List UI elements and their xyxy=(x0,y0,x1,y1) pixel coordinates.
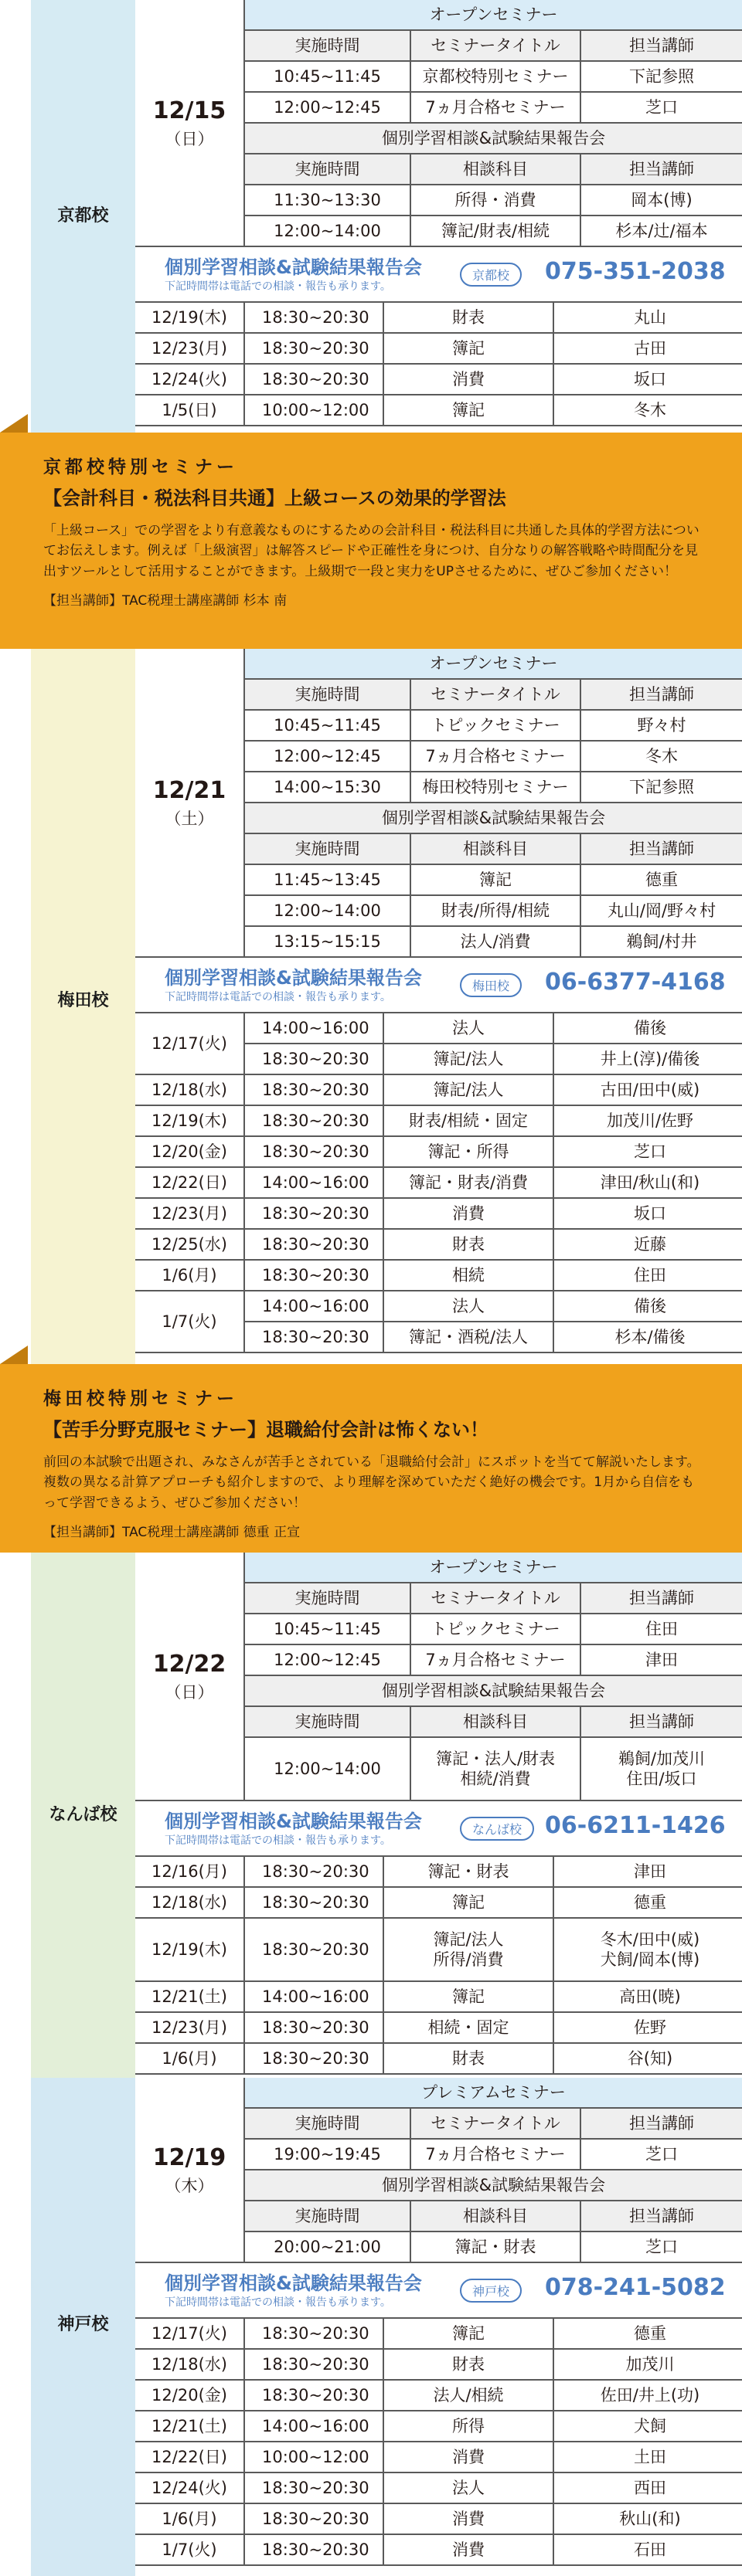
cal-subject: 簿記/法人 所得/消費 xyxy=(383,1919,553,1982)
cal-time: 18:30~20:30 xyxy=(243,1199,383,1230)
phone-consult-bar xyxy=(135,2263,742,2319)
cal-subject: 財表/相続・固定 xyxy=(383,1106,553,1137)
cal-date: 12/18(水) xyxy=(135,2350,243,2381)
school-column xyxy=(0,0,135,433)
phone-consult-bar xyxy=(135,958,742,1013)
cell-title: 京都校特別セミナー xyxy=(410,62,580,93)
column-header: 実施時間 xyxy=(243,2201,410,2232)
cell-teacher: 杉本/辻/福本 xyxy=(580,216,742,247)
school-badge: 神戸校 xyxy=(460,2279,522,2303)
phone-consult-bar xyxy=(135,1801,742,1857)
special-body: 前回の本試験で出題され、みなさんが苦手とされている「退職給付会計」にスポットを当てて解説いたします。複数の異なる計算アプローチも紹介しますので、より理解を深めていただく絶好の機会です。1月から自信をもって学習できるよう、ぜひご参加ください！ xyxy=(43,1454,700,1511)
column-header: 実施時間 xyxy=(243,680,410,711)
cal-subject: 財表 xyxy=(383,2044,553,2075)
cell-teacher: 鵜飼/加茂川 住田/坂口 xyxy=(580,1738,742,1801)
consult-banner: 個別学習相談&試験結果報告会 xyxy=(243,124,742,154)
column-header: 相談科目 xyxy=(410,834,580,865)
cal-teacher: 德重 xyxy=(553,1888,742,1919)
cell-teacher: 下記参照 xyxy=(580,772,742,803)
kyoto-schedule-grid xyxy=(135,0,742,247)
cell-time: 13:15~15:15 xyxy=(243,927,410,958)
cal-teacher: 丸山 xyxy=(553,303,742,334)
cell-time: 10:45~11:45 xyxy=(243,62,410,93)
cal-teacher: 古田/田中(威) xyxy=(553,1075,742,1106)
cal-date: 1/6(月) xyxy=(135,2504,243,2535)
phone-consult-note: 下記時間帯は電話での相談・報告も承ります。 xyxy=(165,991,391,1003)
cal-teacher: 井上(淳)/備後 xyxy=(553,1044,742,1075)
cal-subject: 消費 xyxy=(383,2442,553,2473)
cal-time: 18:30~20:30 xyxy=(243,2044,383,2075)
column-header: 担当講師 xyxy=(580,154,742,185)
cal-date: 12/19(木) xyxy=(135,1106,243,1137)
cal-date: 12/20(金) xyxy=(135,2381,243,2411)
event-date xyxy=(135,2078,243,2263)
cal-date: 12/16(月) xyxy=(135,1857,243,1888)
cal-subject: 簿記/法人 xyxy=(383,1075,553,1106)
cal-date: 12/23(月) xyxy=(135,2013,243,2044)
kobe-section xyxy=(0,2078,742,2576)
cal-subject: 消費 xyxy=(383,1199,553,1230)
cal-teacher: 冬木 xyxy=(553,395,742,426)
cal-subject: 簿記 xyxy=(383,1982,553,2013)
consult-banner: 個別学習相談&試験結果報告会 xyxy=(243,803,742,834)
cell-title: トピックセミナー xyxy=(410,1614,580,1645)
special-title: 【苦手分野克服セミナー】退職給付会計は怖くない！ xyxy=(43,1419,488,1441)
column-header: 実施時間 xyxy=(243,834,410,865)
kobe-schedule-grid xyxy=(135,2078,742,2263)
cal-teacher: 加茂川 xyxy=(553,2350,742,2381)
cal-time: 18:30~20:30 xyxy=(243,2504,383,2535)
cal-teacher: 德重 xyxy=(553,2319,742,2350)
cal-subject: 消費 xyxy=(383,2535,553,2566)
kyoto-main xyxy=(135,0,742,433)
school-badge: 梅田校 xyxy=(460,973,522,997)
column-header: 実施時間 xyxy=(243,1583,410,1614)
school-column xyxy=(0,2078,135,2576)
cal-date: 12/22(日) xyxy=(135,1168,243,1199)
special-body: 「上級コース」での学習をより有意義なものにするための会計科目・税法科目に共通した具体的学習方法についてお伝えします。例えば「上級演習」は解答スピードや正確性を身につけ、自分なりの解答戦略や時間配分を見出すツールとして活用することができます。上級期で一段と実力をUPさせるために、ぜひご参加ください！ xyxy=(43,523,699,579)
column-header: 相談科目 xyxy=(410,154,580,185)
school-badge: なんば校 xyxy=(460,1817,534,1841)
cal-subject: 簿記/法人 xyxy=(383,1044,553,1075)
column-header: セミナータイトル xyxy=(410,1583,580,1614)
column-header: セミナータイトル xyxy=(410,680,580,711)
cell-title: 7ヵ月合格セミナー xyxy=(410,2140,580,2170)
kobe-calendar xyxy=(135,2319,742,2566)
cal-teacher: 備後 xyxy=(553,1291,742,1322)
special-label: 梅田校特別セミナー xyxy=(43,1389,238,1409)
cell-teacher: 津田 xyxy=(580,1645,742,1676)
cal-time: 18:30~20:30 xyxy=(243,2381,383,2411)
cal-subject: 相続 xyxy=(383,1261,553,1291)
cal-time: 18:30~20:30 xyxy=(243,1106,383,1137)
cell-time: 12:00~14:00 xyxy=(243,216,410,247)
cal-date: 12/20(金) xyxy=(135,1137,243,1168)
cal-time: 18:30~20:30 xyxy=(243,2013,383,2044)
phone-consult-title: 個別学習相談&試験結果報告会 xyxy=(165,2272,422,2294)
column-header: 担当講師 xyxy=(580,31,742,62)
cal-subject: 簿記・財表 xyxy=(383,1857,553,1888)
namba-schedule-grid xyxy=(135,1553,742,1801)
cal-time: 18:30~20:30 xyxy=(243,2535,383,2566)
column-header: 実施時間 xyxy=(243,154,410,185)
phone-consult-title: 個別学習相談&試験結果報告会 xyxy=(165,967,422,989)
cell-time: 12:00~14:00 xyxy=(243,896,410,927)
umeda-section xyxy=(0,649,742,1364)
consult-banner: 個別学習相談&試験結果報告会 xyxy=(243,1676,742,1707)
cell-time: 12:00~12:45 xyxy=(243,1645,410,1676)
cal-time: 14:00~16:00 xyxy=(243,1982,383,2013)
school-name: 梅田校 xyxy=(57,991,109,1010)
school-name: なんば校 xyxy=(49,1805,117,1824)
cal-date: 1/6(月) xyxy=(135,2044,243,2075)
cell-teacher: 丸山/岡/野々村 xyxy=(580,896,742,927)
cal-time: 10:00~12:00 xyxy=(243,2442,383,2473)
namba-section xyxy=(0,1553,742,2078)
seminar-banner: オープンセミナー xyxy=(243,649,742,680)
seminar-banner: プレミアムセミナー xyxy=(243,2078,742,2109)
cal-subject: 消費 xyxy=(383,365,553,395)
umeda-main xyxy=(135,649,742,1364)
cal-subject: 簿記 xyxy=(383,395,553,426)
cal-time: 18:30~20:30 xyxy=(243,2473,383,2504)
school-badge: 京都校 xyxy=(460,263,522,287)
cal-time: 18:30~20:30 xyxy=(243,1888,383,1919)
cell-subject: 簿記/財表/相続 xyxy=(410,216,580,247)
event-date xyxy=(135,1553,243,1801)
cell-title: 7ヵ月合格セミナー xyxy=(410,93,580,124)
cal-time: 18:30~20:30 xyxy=(243,1137,383,1168)
cal-date: 12/19(木) xyxy=(135,303,243,334)
cal-date: 12/24(火) xyxy=(135,365,243,395)
cell-time: 10:45~11:45 xyxy=(243,711,410,742)
cal-date: 12/22(日) xyxy=(135,2442,243,2473)
cell-time: 12:00~12:45 xyxy=(243,742,410,772)
cal-time: 18:30~20:30 xyxy=(243,2350,383,2381)
cal-date: 12/17(火) xyxy=(135,2319,243,2350)
cell-time: 12:00~12:45 xyxy=(243,93,410,124)
phone-consult-title: 個別学習相談&試験結果報告会 xyxy=(165,256,422,278)
cal-teacher: 近藤 xyxy=(553,1230,742,1261)
cal-time: 14:00~16:00 xyxy=(243,1013,383,1044)
cal-time: 14:00~16:00 xyxy=(243,1168,383,1199)
cal-subject: 財表 xyxy=(383,1230,553,1261)
school-column xyxy=(0,1553,135,2078)
event-date-number: 12/19 xyxy=(152,2144,226,2172)
phone-consult-note: 下記時間帯は電話での相談・報告も承ります。 xyxy=(165,2296,391,2309)
cal-time: 18:30~20:30 xyxy=(243,1857,383,1888)
cell-title: 7ヵ月合格セミナー xyxy=(410,1645,580,1676)
phone-number[interactable]: 078-241-5082 xyxy=(545,2274,726,2301)
cal-date: 12/17(火) xyxy=(135,1013,243,1075)
special-title: 【会計科目・税法科目共通】上級コースの効果的学習法 xyxy=(43,487,506,509)
event-date-day: （土） xyxy=(165,809,214,828)
phone-number[interactable]: 06-6211-1426 xyxy=(545,1812,726,1839)
fold-triangle xyxy=(0,1346,28,1364)
cal-time: 18:30~20:30 xyxy=(243,1322,383,1353)
cal-subject: 簿記・財表/消費 xyxy=(383,1168,553,1199)
cal-teacher: 石田 xyxy=(553,2535,742,2566)
column-header: 実施時間 xyxy=(243,31,410,62)
cal-subject: 簿記 xyxy=(383,334,553,365)
cal-date: 12/23(月) xyxy=(135,1199,243,1230)
phone-number[interactable]: 06-6377-4168 xyxy=(545,969,726,996)
cal-date: 12/24(火) xyxy=(135,2473,243,2504)
event-date-number: 12/15 xyxy=(152,97,226,125)
cal-teacher: 坂口 xyxy=(553,365,742,395)
kyoto-calendar xyxy=(135,303,742,426)
cal-teacher: 犬飼 xyxy=(553,2411,742,2442)
cal-teacher: 古田 xyxy=(553,334,742,365)
cal-teacher: 備後 xyxy=(553,1013,742,1044)
event-date-number: 12/22 xyxy=(152,1651,226,1678)
cell-subject: 簿記・財表 xyxy=(410,2232,580,2263)
cal-time: 18:30~20:30 xyxy=(243,365,383,395)
cell-time: 11:45~13:45 xyxy=(243,865,410,896)
cal-teacher: 津田 xyxy=(553,1857,742,1888)
cell-teacher: 德重 xyxy=(580,865,742,896)
event-date xyxy=(135,0,243,247)
fold-triangle xyxy=(0,414,28,433)
cell-teacher: 住田 xyxy=(580,1614,742,1645)
cell-teacher: 岡本(博) xyxy=(580,185,742,216)
cal-date: 1/6(月) xyxy=(135,1261,243,1291)
kyoto-special-seminar xyxy=(0,433,742,649)
namba-main xyxy=(135,1553,742,2078)
consult-banner: 個別学習相談&試験結果報告会 xyxy=(243,2170,742,2201)
event-date xyxy=(135,649,243,958)
seminar-banner: オープンセミナー xyxy=(243,0,742,31)
umeda-calendar xyxy=(135,1013,742,1353)
column-header: 実施時間 xyxy=(243,2109,410,2140)
umeda-schedule-grid xyxy=(135,649,742,958)
cal-time: 18:30~20:30 xyxy=(243,1044,383,1075)
kyoto-section xyxy=(0,0,742,433)
phone-number[interactable]: 075-351-2038 xyxy=(545,258,726,285)
cell-time: 19:00~19:45 xyxy=(243,2140,410,2170)
phone-consult-title: 個別学習相談&試験結果報告会 xyxy=(165,1811,422,1832)
cell-subject: 簿記・法人/財表 相続/消費 xyxy=(410,1738,580,1801)
cal-teacher: 冬木/田中(威) 犬飼/岡本(博) xyxy=(553,1919,742,1982)
column-header: 担当講師 xyxy=(580,2201,742,2232)
cell-teacher: 鵜飼/村井 xyxy=(580,927,742,958)
cell-teacher: 野々村 xyxy=(580,711,742,742)
cal-subject: 所得 xyxy=(383,2411,553,2442)
cal-teacher: 土田 xyxy=(553,2442,742,2473)
cal-time: 18:30~20:30 xyxy=(243,334,383,365)
cal-subject: 相続・固定 xyxy=(383,2013,553,2044)
cal-teacher: 佐田/井上(功) xyxy=(553,2381,742,2411)
phone-consult-bar xyxy=(135,247,742,303)
cal-date: 12/21(土) xyxy=(135,1982,243,2013)
cal-teacher: 津田/秋山(和) xyxy=(553,1168,742,1199)
cal-date: 12/19(木) xyxy=(135,1919,243,1982)
cal-time: 18:30~20:30 xyxy=(243,1230,383,1261)
cal-subject: 簿記・酒税/法人 xyxy=(383,1322,553,1353)
kobe-main xyxy=(135,2078,742,2576)
cell-subject: 財表/所得/相続 xyxy=(410,896,580,927)
cal-time: 18:30~20:30 xyxy=(243,2319,383,2350)
cell-time: 12:00~14:00 xyxy=(243,1738,410,1801)
column-header: 担当講師 xyxy=(580,2109,742,2140)
event-date-day: （木） xyxy=(165,2176,214,2195)
cell-teacher: 芝口 xyxy=(580,93,742,124)
school-name: 京都校 xyxy=(57,206,109,226)
cal-time: 18:30~20:30 xyxy=(243,1075,383,1106)
event-date-number: 12/21 xyxy=(152,777,226,805)
column-header: 担当講師 xyxy=(580,1707,742,1738)
cal-date: 12/23(月) xyxy=(135,334,243,365)
column-header: 相談科目 xyxy=(410,2201,580,2232)
cal-teacher: 高田(暁) xyxy=(553,1982,742,2013)
cal-date: 12/18(水) xyxy=(135,1075,243,1106)
cell-subject: 所得・消費 xyxy=(410,185,580,216)
cal-subject: 法人/相続 xyxy=(383,2381,553,2411)
event-date-day: （日） xyxy=(165,1682,214,1702)
cell-teacher: 芝口 xyxy=(580,2232,742,2263)
cal-subject: 法人 xyxy=(383,1013,553,1044)
phone-consult-note: 下記時間帯は電話での相談・報告も承ります。 xyxy=(165,1834,391,1847)
cal-subject: 簿記 xyxy=(383,2319,553,2350)
cal-teacher: 住田 xyxy=(553,1261,742,1291)
cal-teacher: 杉本/備後 xyxy=(553,1322,742,1353)
cal-subject: 消費 xyxy=(383,2504,553,2535)
column-header: セミナータイトル xyxy=(410,2109,580,2140)
cal-time: 18:30~20:30 xyxy=(243,1261,383,1291)
cal-time: 10:00~12:00 xyxy=(243,395,383,426)
cell-subject: 法人/消費 xyxy=(410,927,580,958)
cell-time: 10:45~11:45 xyxy=(243,1614,410,1645)
special-label: 京都校特別セミナー xyxy=(43,457,238,477)
cal-teacher: 芝口 xyxy=(553,1137,742,1168)
cell-title: トピックセミナー xyxy=(410,711,580,742)
cal-time: 14:00~16:00 xyxy=(243,1291,383,1322)
cal-subject: 財表 xyxy=(383,2350,553,2381)
cal-teacher: 坂口 xyxy=(553,1199,742,1230)
cal-subject: 法人 xyxy=(383,1291,553,1322)
special-teacher: 【担当講師】TAC税理士講座講師 杉本 南 xyxy=(43,593,288,609)
cell-title: 7ヵ月合格セミナー xyxy=(410,742,580,772)
cell-teacher: 冬木 xyxy=(580,742,742,772)
column-header: 担当講師 xyxy=(580,680,742,711)
seminar-banner: オープンセミナー xyxy=(243,1553,742,1583)
column-header: 相談科目 xyxy=(410,1707,580,1738)
cal-teacher: 佐野 xyxy=(553,2013,742,2044)
cal-date: 1/5(日) xyxy=(135,395,243,426)
special-teacher: 【担当講師】TAC税理士講座講師 德重 正宣 xyxy=(43,1525,301,1541)
cal-subject: 簿記・所得 xyxy=(383,1137,553,1168)
umeda-special-seminar xyxy=(0,1364,742,1553)
cell-teacher: 下記参照 xyxy=(580,62,742,93)
cal-subject: 財表 xyxy=(383,303,553,334)
cell-time: 14:00~15:30 xyxy=(243,772,410,803)
namba-calendar xyxy=(135,1857,742,2075)
cell-time: 20:00~21:00 xyxy=(243,2232,410,2263)
cell-time: 11:30~13:30 xyxy=(243,185,410,216)
column-header: 実施時間 xyxy=(243,1707,410,1738)
cal-date: 12/21(土) xyxy=(135,2411,243,2442)
school-column xyxy=(0,649,135,1364)
phone-consult-note: 下記時間帯は電話での相談・報告も承ります。 xyxy=(165,280,391,293)
cal-time: 18:30~20:30 xyxy=(243,303,383,334)
cal-teacher: 秋山(和) xyxy=(553,2504,742,2535)
cal-date: 12/18(水) xyxy=(135,1888,243,1919)
cal-teacher: 加茂川/佐野 xyxy=(553,1106,742,1137)
cal-date: 1/7(火) xyxy=(135,1291,243,1353)
cal-subject: 簿記 xyxy=(383,1888,553,1919)
school-name: 神戸校 xyxy=(57,2315,109,2334)
cal-date: 1/7(火) xyxy=(135,2535,243,2566)
cal-teacher: 谷(知) xyxy=(553,2044,742,2075)
cal-date: 12/25(水) xyxy=(135,1230,243,1261)
event-date-day: （日） xyxy=(165,129,214,148)
cell-title: 梅田校特別セミナー xyxy=(410,772,580,803)
cell-subject: 簿記 xyxy=(410,865,580,896)
column-header: 担当講師 xyxy=(580,834,742,865)
cell-teacher: 芝口 xyxy=(580,2140,742,2170)
column-header: セミナータイトル xyxy=(410,31,580,62)
cal-subject: 法人 xyxy=(383,2473,553,2504)
cal-time: 14:00~16:00 xyxy=(243,2411,383,2442)
column-header: 担当講師 xyxy=(580,1583,742,1614)
cal-time: 18:30~20:30 xyxy=(243,1919,383,1982)
cal-teacher: 西田 xyxy=(553,2473,742,2504)
